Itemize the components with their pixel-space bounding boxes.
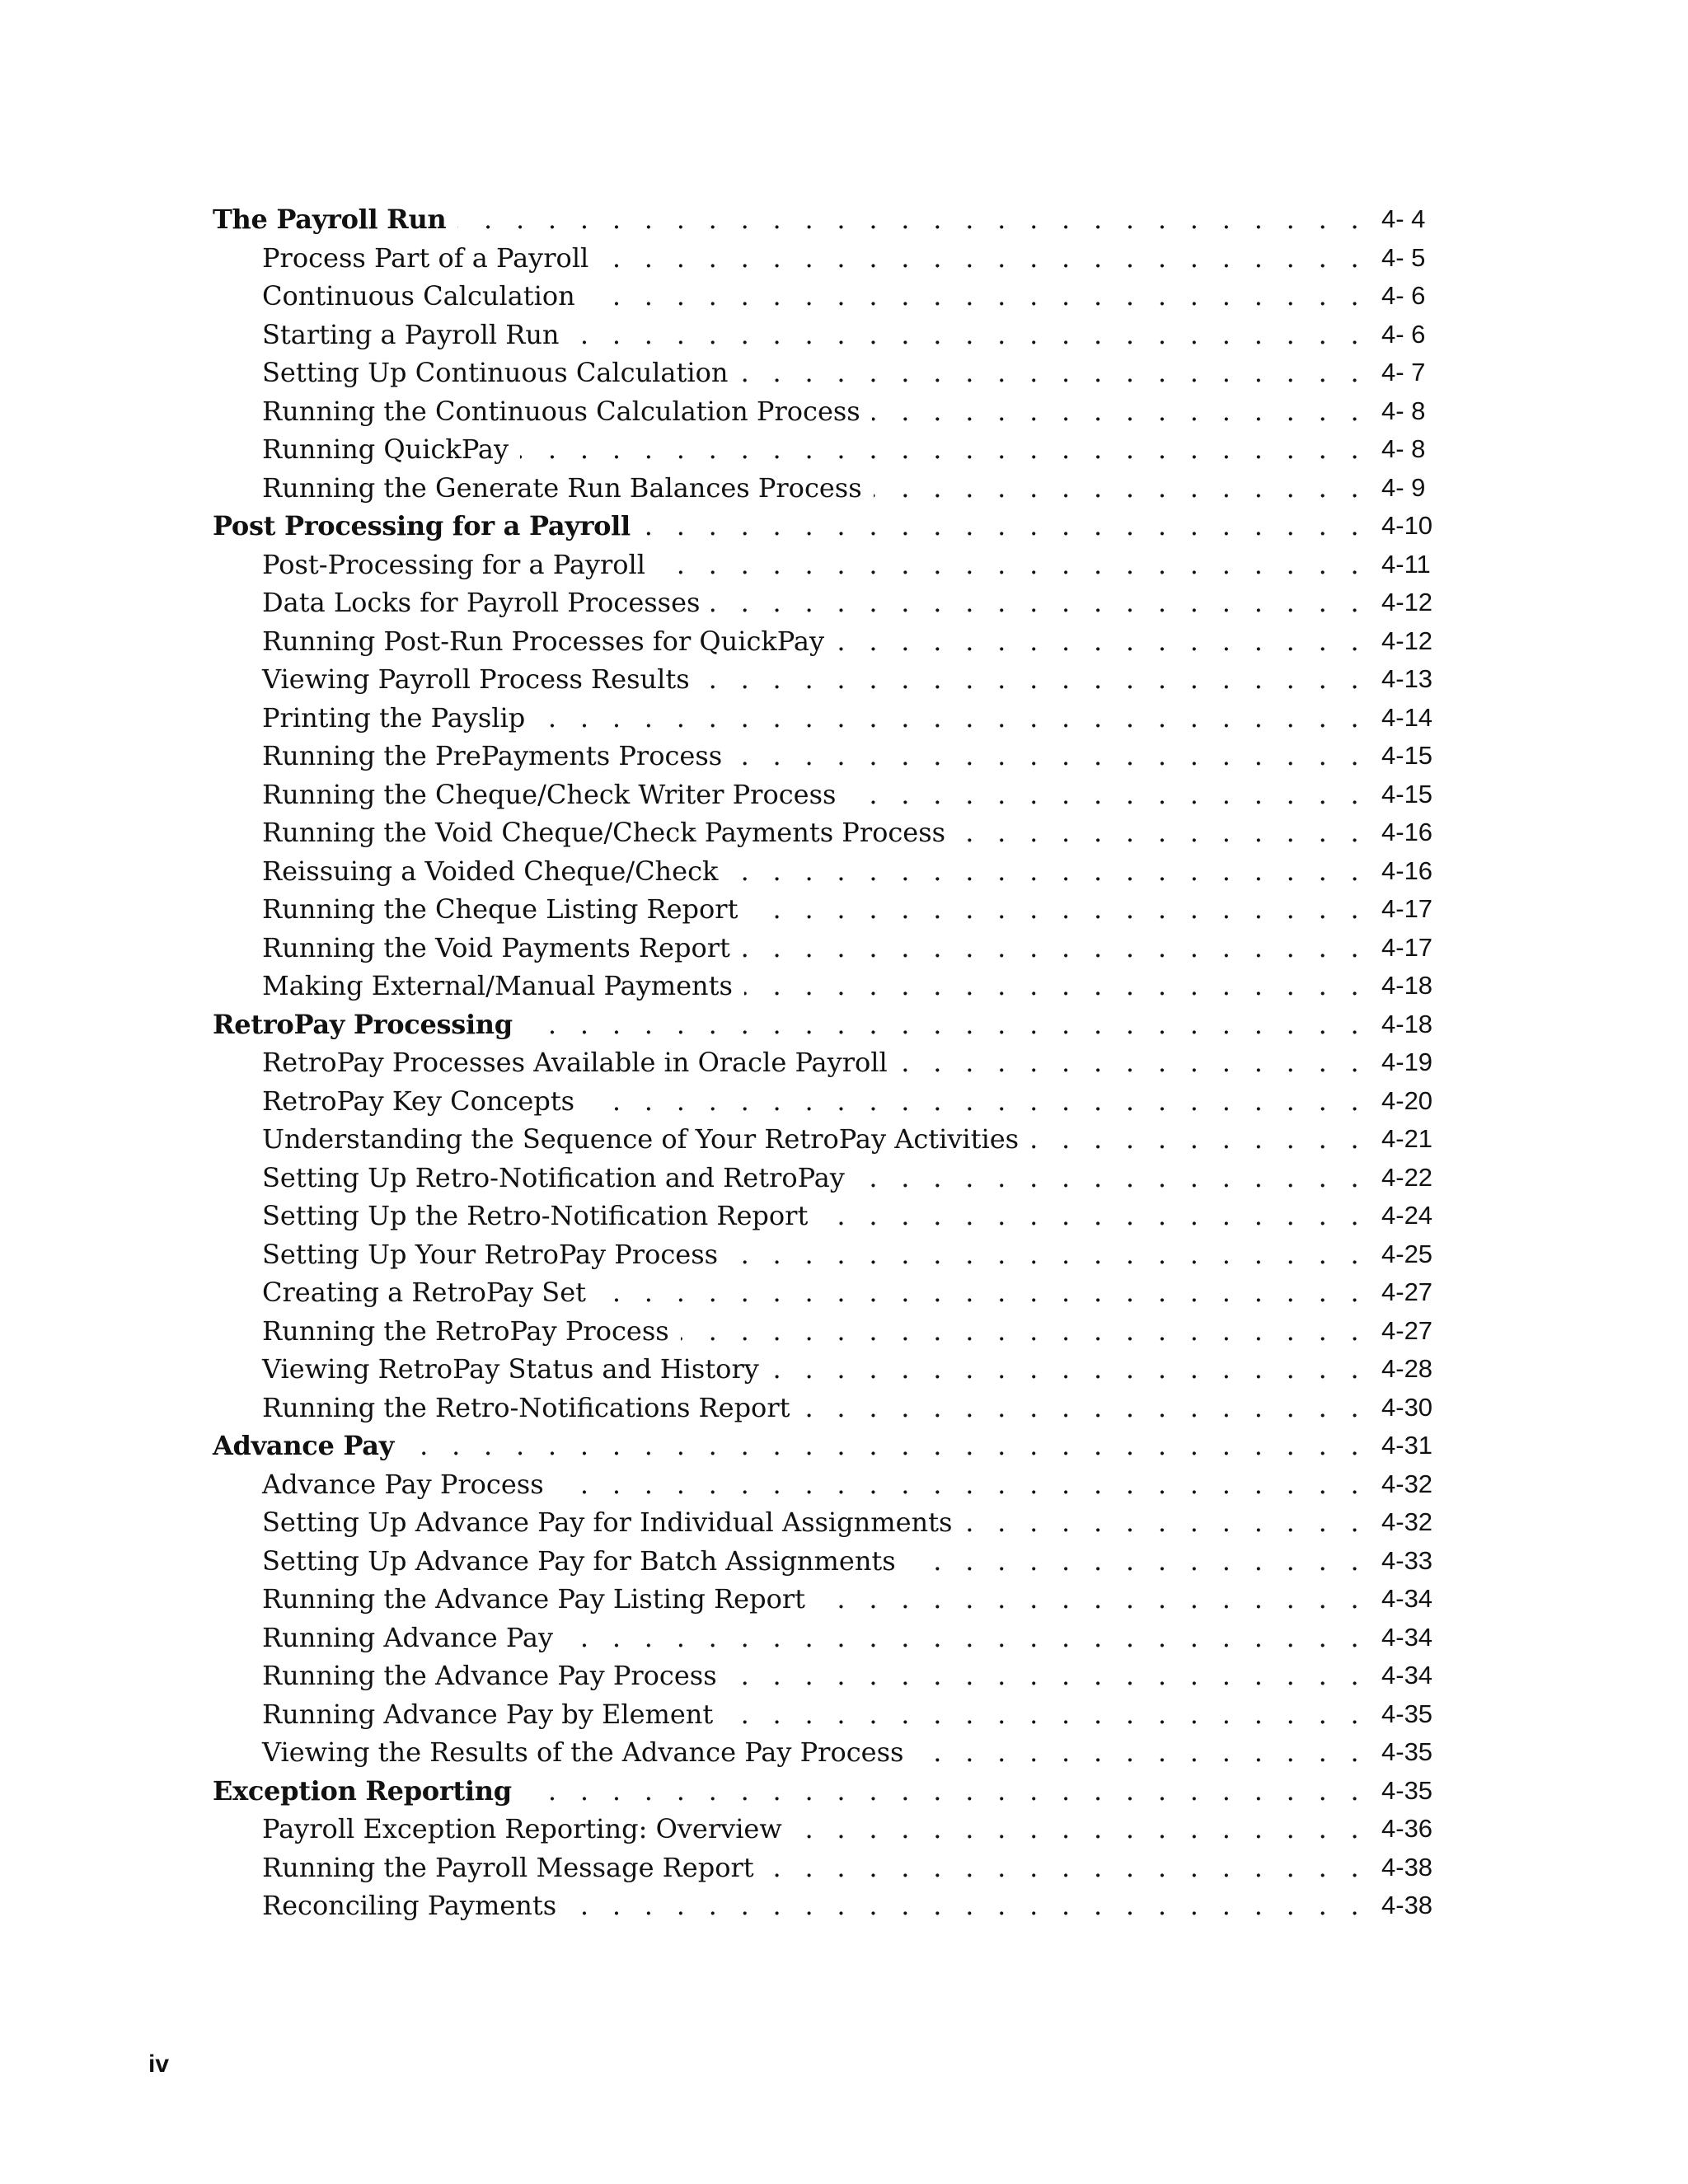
toc-subsection-entry[interactable]	[213, 1849, 1441, 1887]
toc-page-number: 4-38	[1381, 1852, 1433, 1882]
toc-entry-title: Running QuickPay	[262, 434, 509, 465]
toc-page-number: 4-18	[1381, 971, 1433, 1000]
toc-page-number: 4-14	[1381, 702, 1433, 732]
toc-page-number: 4-35	[1381, 1775, 1433, 1805]
toc-entry-title: RetroPay Key Concepts	[262, 1085, 575, 1117]
toc-subsection-entry[interactable]	[213, 469, 1441, 508]
toc-page-number: 4- 8	[1381, 434, 1426, 463]
toc-page-number: 4-28	[1381, 1354, 1433, 1383]
dot-leader	[537, 699, 1381, 738]
toc-entry-title: Running Advance Pay	[262, 1621, 554, 1653]
toc-entry-title: Viewing Payroll Process Results	[262, 663, 690, 695]
toc-subsection-entry[interactable]	[213, 737, 1441, 776]
toc-page-number: 4-18	[1381, 1009, 1433, 1038]
toc-page-number: 4- 7	[1381, 358, 1426, 387]
dot-leader	[739, 354, 1381, 392]
toc-subsection-entry[interactable]	[213, 1159, 1441, 1197]
toc-page-number: 4-12	[1381, 588, 1433, 616]
dot-leader	[523, 1772, 1381, 1811]
toc-subsection-entry[interactable]	[213, 277, 1441, 316]
dot-leader	[749, 890, 1381, 929]
toc-entry-title: Continuous Calculation	[262, 280, 575, 312]
toc-subsection-entry[interactable]	[213, 354, 1441, 392]
dot-leader	[587, 277, 1381, 316]
toc-entry-title: Post Processing for a Payroll	[213, 510, 631, 541]
dot-leader	[899, 1043, 1381, 1082]
toc-entry-title: Setting Up Advance Pay for Batch Assignments	[262, 1544, 896, 1577]
toc-entry-title: Starting a Payroll Run	[262, 318, 560, 350]
toc-entry-title: RetroPay Processing	[213, 1008, 513, 1040]
dot-leader	[742, 929, 1381, 968]
toc-page-number: 4-33	[1381, 1545, 1433, 1575]
toc-page-number: 4-27	[1381, 1315, 1433, 1345]
toc-entry-title: Running the Cheque/Check Writer Process	[262, 778, 837, 810]
dot-leader	[724, 1695, 1381, 1734]
dot-leader	[734, 737, 1381, 776]
toc-subsection-entry[interactable]	[213, 967, 1441, 1005]
toc-entry-title: Setting Up the Retro-Notification Report	[262, 1200, 809, 1231]
toc-subsection-entry[interactable]	[213, 392, 1441, 431]
toc-page-number: 4-10	[1381, 511, 1433, 540]
dot-leader	[657, 546, 1381, 584]
toc-subsection-entry[interactable]	[213, 1695, 1441, 1734]
dot-leader	[771, 1350, 1381, 1389]
dot-leader	[556, 1465, 1381, 1504]
toc-entry-title: Reconciling Payments	[262, 1890, 557, 1921]
toc-subsection-entry[interactable]	[213, 813, 1441, 852]
toc-subsection-entry[interactable]	[213, 929, 1441, 968]
dot-leader	[856, 1159, 1381, 1197]
toc-entry-title: Printing the Payslip	[262, 701, 526, 733]
toc-subsection-entry[interactable]	[213, 1197, 1441, 1235]
toc-page-number: 4-34	[1381, 1661, 1433, 1690]
toc-page-number: 4- 5	[1381, 242, 1426, 272]
toc-page-number: 4-19	[1381, 1047, 1433, 1076]
dot-leader	[744, 967, 1381, 1005]
toc-subsection-entry[interactable]	[213, 1235, 1441, 1274]
toc-subsection-entry[interactable]	[213, 1619, 1441, 1657]
toc-page-number: 4-35	[1381, 1699, 1433, 1728]
page-number: iv	[148, 2050, 170, 2078]
toc-entry-title: The Payroll Run	[213, 204, 447, 235]
toc-subsection-entry[interactable]	[213, 1350, 1441, 1389]
toc-page-number: 4-31	[1381, 1431, 1433, 1460]
toc-section-entry[interactable]	[213, 1427, 1441, 1465]
toc-page-number: 4-15	[1381, 779, 1433, 808]
toc-entry-title: Running the Generate Run Balances Process	[262, 471, 862, 504]
toc-page-number: 4-27	[1381, 1277, 1433, 1306]
toc-page-number: 4-12	[1381, 626, 1433, 655]
dot-leader	[915, 1733, 1381, 1772]
toc-entry-title: Running Post-Run Processes for QuickPay	[262, 625, 825, 657]
toc-page-number: 4-17	[1381, 894, 1433, 923]
dot-leader	[457, 200, 1381, 239]
toc-page-number: 4-30	[1381, 1392, 1433, 1422]
toc-subsection-entry[interactable]	[213, 622, 1441, 661]
dot-leader	[766, 1849, 1381, 1887]
toc-page-number: 4-36	[1381, 1814, 1433, 1843]
toc-entry-title: Advance Pay Process	[262, 1468, 544, 1500]
toc-entry-title: Setting Up Advance Pay for Individual Assignments	[262, 1507, 953, 1538]
toc-page-number: 4-20	[1381, 1085, 1433, 1115]
dot-leader	[964, 1503, 1381, 1542]
toc-entry-title: Running Advance Pay by Element	[262, 1698, 714, 1730]
toc-page-number: 4-13	[1381, 664, 1433, 693]
toc-subsection-entry[interactable]	[213, 430, 1441, 469]
toc-entry-title: RetroPay Processes Available in Oracle Payroll	[262, 1047, 888, 1078]
dot-leader	[586, 1082, 1381, 1121]
toc-entry-title: Post-Processing for a Payroll	[262, 548, 645, 580]
toc-entry-title: Setting Up Your RetroPay Process	[262, 1238, 719, 1270]
toc-subsection-entry[interactable]	[213, 1273, 1441, 1312]
dot-leader	[874, 469, 1381, 508]
dot-leader	[598, 1273, 1381, 1312]
toc-entry-title: Running the PrePayments Process	[262, 740, 723, 771]
dot-leader	[729, 1235, 1381, 1274]
toc-entry-title: Running the Continuous Calculation Process	[262, 395, 860, 427]
toc-page-number: 4-38	[1381, 1891, 1433, 1919]
toc-subsection-entry[interactable]	[213, 1733, 1441, 1772]
dot-leader	[836, 622, 1381, 661]
toc-subsection-entry[interactable]	[213, 239, 1441, 278]
toc-page-number: 4-15	[1381, 741, 1433, 770]
toc-subsection-entry[interactable]	[213, 1465, 1441, 1504]
toc-page-number: 4-32	[1381, 1469, 1433, 1498]
dot-leader	[600, 239, 1381, 278]
toc-page-number: 4-35	[1381, 1737, 1433, 1766]
toc-subsection-entry[interactable]	[213, 1312, 1441, 1351]
toc-entry-title: Advance Pay	[213, 1430, 395, 1461]
toc-subsection-entry[interactable]	[213, 776, 1441, 814]
toc-subsection-entry[interactable]	[213, 1580, 1441, 1619]
toc-subsection-entry[interactable]	[213, 1043, 1441, 1082]
toc-entry-title: Running the Void Payments Report	[262, 931, 730, 963]
dot-leader	[794, 1810, 1381, 1849]
table-of-contents	[213, 200, 1441, 1925]
toc-page-number: 4-32	[1381, 1507, 1433, 1536]
dot-leader	[681, 1312, 1381, 1351]
toc-subsection-entry[interactable]	[213, 1503, 1441, 1542]
toc-page-number: 4-17	[1381, 932, 1433, 962]
toc-entry-title: Running the Advance Pay Listing Report	[262, 1583, 806, 1615]
toc-subsection-entry[interactable]	[213, 699, 1441, 738]
dot-leader	[1030, 1120, 1381, 1159]
toc-page-number: 4-16	[1381, 855, 1433, 885]
toc-page-number: 4- 6	[1381, 319, 1426, 349]
toc-entry-title: Reissuing a Voided Cheque/Check	[262, 855, 719, 887]
toc-entry-title: Running the Void Cheque/Check Payments Process	[262, 817, 946, 848]
dot-leader	[406, 1427, 1381, 1465]
toc-entry-title: Understanding the Sequence of Your RetroPay Activities	[262, 1123, 1020, 1155]
dot-leader	[819, 1197, 1381, 1235]
toc-subsection-entry[interactable]	[213, 316, 1441, 354]
dot-leader	[568, 1886, 1381, 1925]
toc-subsection-entry[interactable]	[213, 1810, 1441, 1849]
toc-page-number: 4-34	[1381, 1584, 1433, 1613]
toc-entry-title: Data Locks for Payroll Processes	[262, 587, 701, 618]
toc-page-number: 4-34	[1381, 1622, 1433, 1652]
toc-subsection-entry[interactable]	[213, 660, 1441, 699]
dot-leader	[729, 852, 1381, 891]
dot-leader	[524, 1005, 1381, 1044]
dot-leader	[847, 776, 1381, 814]
toc-entry-title: Setting Up Retro-Notification and RetroPay	[262, 1161, 845, 1193]
dot-leader	[872, 392, 1381, 431]
toc-page-number: 4-11	[1381, 549, 1431, 579]
toc-entry-title: Payroll Exception Reporting: Overview	[262, 1813, 782, 1844]
toc-page-number: 4-25	[1381, 1239, 1433, 1268]
toc-entry-title: Running the Payroll Message Report	[262, 1851, 754, 1883]
toc-page-number: 4-22	[1381, 1162, 1433, 1192]
dot-leader	[642, 507, 1381, 546]
toc-subsection-entry[interactable]	[213, 1120, 1441, 1159]
toc-section-entry[interactable]	[213, 1772, 1441, 1811]
toc-page-number: 4- 4	[1381, 204, 1426, 233]
toc-subsection-entry[interactable]	[213, 852, 1441, 891]
toc-section-entry[interactable]	[213, 507, 1441, 546]
toc-subsection-entry[interactable]	[213, 890, 1441, 929]
toc-page-number: 4- 9	[1381, 472, 1426, 502]
dot-leader	[711, 583, 1381, 622]
dot-leader	[907, 1542, 1381, 1581]
toc-page-number: 4- 6	[1381, 281, 1426, 310]
toc-page-number: 4-24	[1381, 1201, 1433, 1230]
toc-entry-title: Running the Advance Pay Process	[262, 1660, 717, 1691]
toc-section-entry[interactable]	[213, 1005, 1441, 1044]
dot-leader	[701, 660, 1381, 699]
toc-subsection-entry[interactable]	[213, 1389, 1441, 1427]
dot-leader	[729, 1657, 1381, 1695]
toc-subsection-entry[interactable]	[213, 1657, 1441, 1695]
toc-subsection-entry[interactable]	[213, 583, 1441, 622]
toc-section-entry[interactable]	[213, 200, 1441, 239]
toc-page-number: 4- 8	[1381, 396, 1426, 425]
dot-leader	[817, 1580, 1381, 1619]
dot-leader	[565, 1619, 1381, 1657]
toc-page-number: 4-21	[1381, 1124, 1433, 1153]
toc-subsection-entry[interactable]	[213, 546, 1441, 584]
toc-entry-title: Running the Cheque Listing Report	[262, 893, 738, 925]
toc-entry-title: Viewing RetroPay Status and History	[262, 1353, 759, 1385]
toc-subsection-entry[interactable]	[213, 1082, 1441, 1121]
toc-subsection-entry[interactable]	[213, 1542, 1441, 1581]
toc-subsection-entry[interactable]	[213, 1886, 1441, 1925]
toc-page-number: 4-16	[1381, 818, 1433, 846]
toc-entry-title: Running the RetroPay Process	[262, 1315, 669, 1347]
toc-entry-title: Exception Reporting	[213, 1774, 512, 1807]
dot-leader	[801, 1389, 1381, 1427]
toc-entry-title: Viewing the Results of the Advance Pay Process	[262, 1736, 904, 1768]
toc-entry-title: Making External/Manual Payments	[262, 970, 733, 1001]
toc-entry-title: Process Part of a Payroll	[262, 241, 589, 274]
dot-leader	[520, 430, 1381, 469]
toc-entry-title: Setting Up Continuous Calculation	[262, 357, 729, 388]
dot-leader	[957, 813, 1381, 852]
dot-leader	[571, 316, 1381, 354]
toc-entry-title: Running the Retro-Notifications Report	[262, 1391, 790, 1423]
toc-entry-title: Creating a RetroPay Set	[262, 1277, 586, 1308]
